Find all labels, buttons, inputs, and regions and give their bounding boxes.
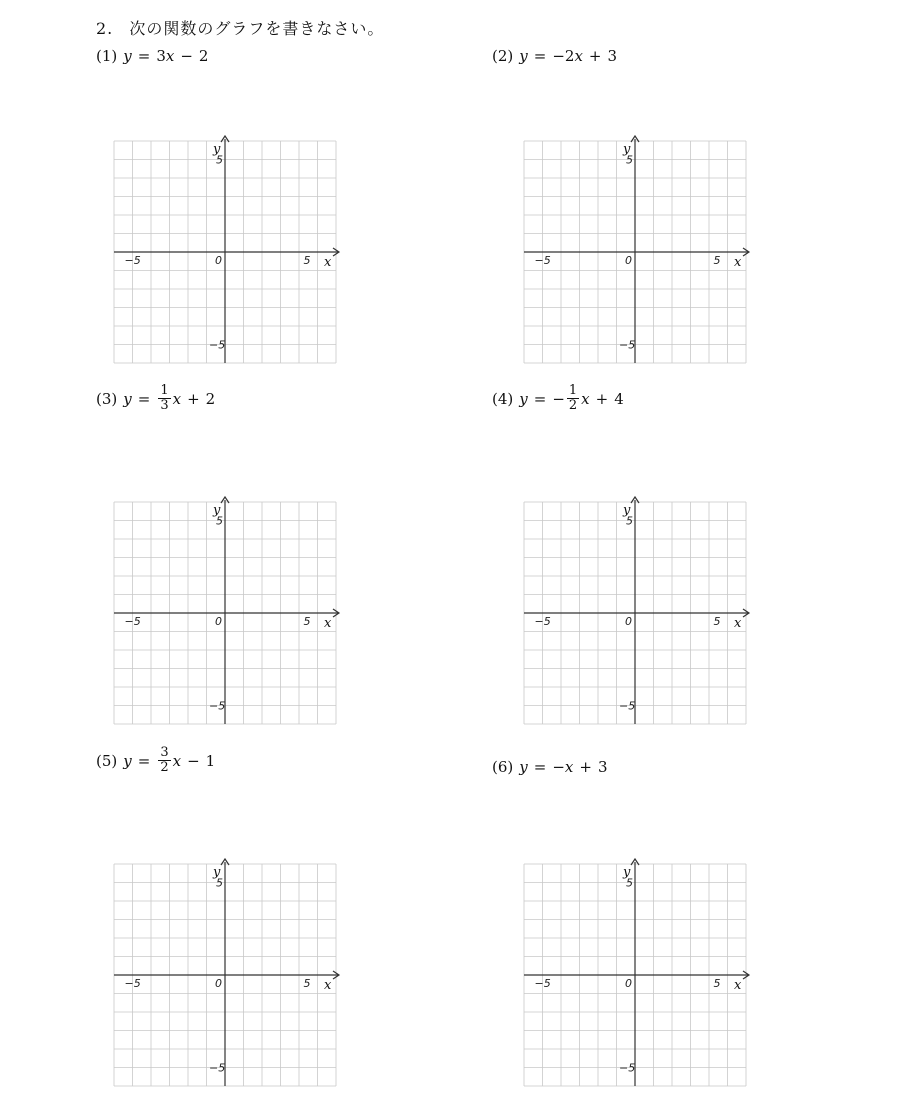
x-axis-label: x bbox=[324, 255, 332, 270]
problem-label: (1) bbox=[96, 47, 118, 65]
problem-label: (2) bbox=[492, 47, 514, 65]
equation-4: (4) y = − $\frac{1}{2}$ x + 4 bbox=[492, 383, 624, 413]
tick-label-y-max: 5 bbox=[216, 876, 223, 890]
tick-label-y-min: −5 bbox=[619, 338, 636, 352]
coordinate-grid-4[interactable] bbox=[524, 502, 746, 724]
y-axis-label: y bbox=[213, 142, 221, 157]
tick-label-y-min: −5 bbox=[209, 338, 226, 352]
equation-1: (1) y = 3 x − 2 bbox=[96, 47, 209, 65]
tick-label-y-max: 5 bbox=[216, 514, 223, 528]
problem-1 bbox=[96, 47, 476, 407]
tick-label-x-min: −5 bbox=[534, 615, 551, 628]
tick-label-x-max: 5 bbox=[713, 615, 721, 628]
problem-5 bbox=[96, 746, 476, 1106]
tick-label-x-min: −5 bbox=[534, 254, 551, 267]
coordinate-grid-1[interactable] bbox=[114, 141, 336, 363]
y-axis-label: y bbox=[623, 865, 631, 880]
tick-label-x-max: 5 bbox=[303, 254, 311, 267]
tick-label-y-max: 5 bbox=[626, 153, 633, 167]
tick-label-y-min: −5 bbox=[209, 1061, 226, 1075]
equation-2: (2) y = −2 x + 3 bbox=[492, 47, 618, 65]
problem-label: (3) bbox=[96, 389, 118, 408]
y-axis-label: y bbox=[213, 503, 221, 518]
tick-label-y-min: −5 bbox=[619, 1061, 636, 1075]
equation-3: (3) y = $\frac{1}{3}$ x + 2 bbox=[96, 383, 216, 413]
question-text: 次の関数のグラフを書きなさい。 bbox=[129, 19, 385, 38]
coordinate-grid-5[interactable] bbox=[114, 864, 336, 1086]
origin-label: 0 bbox=[215, 615, 222, 628]
x-axis-label: x bbox=[734, 978, 742, 993]
tick-label-x-min: −5 bbox=[124, 977, 141, 990]
origin-label: 0 bbox=[215, 977, 222, 990]
equation-6: (6) y = − x + 3 bbox=[492, 758, 608, 776]
origin-label: 0 bbox=[625, 615, 632, 628]
origin-label: 0 bbox=[215, 254, 222, 267]
problem-4 bbox=[492, 384, 872, 744]
tick-label-x-max: 5 bbox=[713, 254, 721, 267]
tick-label-x-max: 5 bbox=[303, 977, 311, 990]
x-axis-label: x bbox=[734, 616, 742, 631]
tick-label-y-max: 5 bbox=[626, 876, 633, 890]
tick-label-x-min: −5 bbox=[534, 977, 551, 990]
tick-label-x-min: −5 bbox=[124, 254, 141, 267]
origin-label: 0 bbox=[625, 254, 632, 267]
question-number: 2. bbox=[96, 19, 114, 38]
x-axis-label: x bbox=[324, 978, 332, 993]
problem-2 bbox=[492, 47, 872, 407]
problem-label: (4) bbox=[492, 389, 514, 408]
coordinate-grid-6[interactable] bbox=[524, 864, 746, 1086]
problem-3 bbox=[96, 384, 476, 744]
tick-label-y-max: 5 bbox=[216, 153, 223, 167]
equation-5: (5) y = $\frac{3}{2}$ x − 1 bbox=[96, 745, 216, 775]
problem-6 bbox=[492, 746, 872, 1106]
x-axis-label: x bbox=[734, 255, 742, 270]
y-axis-label: y bbox=[213, 865, 221, 880]
worksheet-title bbox=[96, 16, 384, 39]
y-axis-label: y bbox=[623, 503, 631, 518]
tick-label-y-min: −5 bbox=[619, 699, 636, 713]
problem-label: (6) bbox=[492, 758, 514, 776]
tick-label-x-max: 5 bbox=[713, 977, 721, 990]
tick-label-x-min: −5 bbox=[124, 615, 141, 628]
y-axis-label: y bbox=[623, 142, 631, 157]
coordinate-grid-2[interactable] bbox=[524, 141, 746, 363]
tick-label-x-max: 5 bbox=[303, 615, 311, 628]
problem-label: (5) bbox=[96, 751, 118, 770]
x-axis-label: x bbox=[324, 616, 332, 631]
origin-label: 0 bbox=[625, 977, 632, 990]
coordinate-grid-3[interactable] bbox=[114, 502, 336, 724]
tick-label-y-max: 5 bbox=[626, 514, 633, 528]
tick-label-y-min: −5 bbox=[209, 699, 226, 713]
